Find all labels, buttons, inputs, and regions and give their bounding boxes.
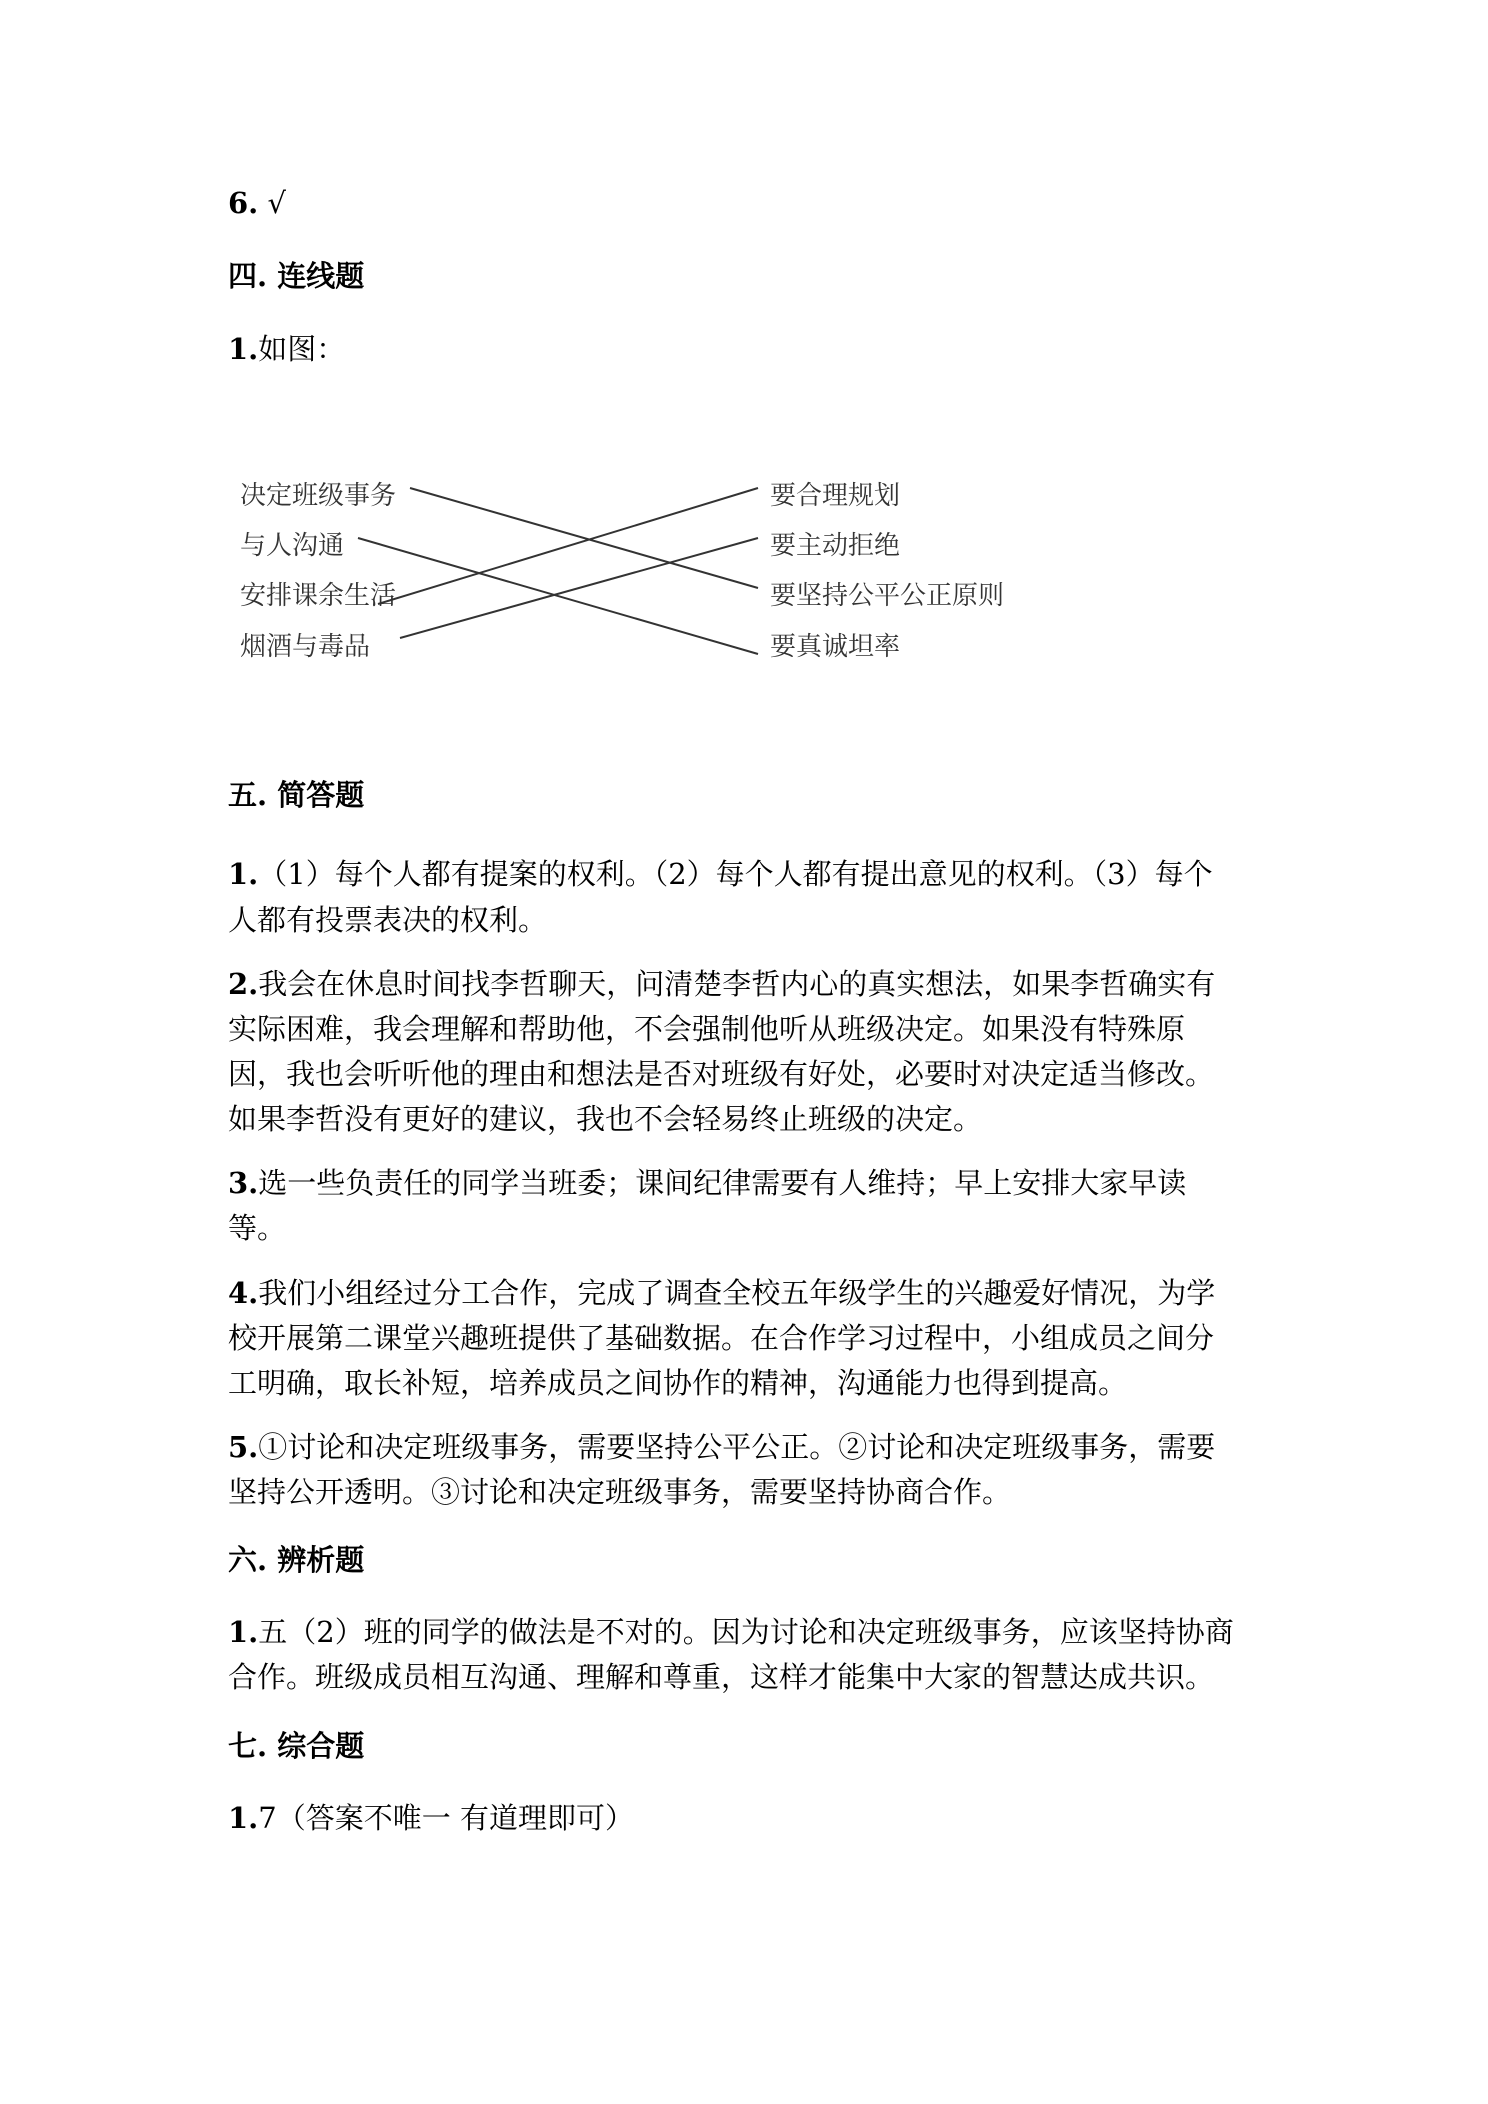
answer-6: 6. √ [228,186,286,220]
right-item-2: 要主动拒绝 [770,531,901,561]
left-item-1: 决定班级事务 [240,481,397,511]
answer-page: 6. √ 四. 连线题 1.如图： 决定班级事务 与人沟通 安排课余生活 烟酒与毒品 要合理规划 要主动拒绝 要坚持公平公正原则 要真诚坦率 五. 简答题 1.（1）每个人都有提案的权利。（2）每个人都有提出意见的权利。（3）每个 人都有投票表决的权利。 2.我会在休息时间找李哲聊天，问清楚李哲内心的真实想法，如果李哲确实有 实际困难，我会理解和帮助他，不会强制他听从班级决定。如果没有特殊原 因，我也会听听他的理由和想法是否对班级有好处，必要时对决定适当修改。 如果李哲没有更好的建议，我也不会轻易终止班级的决定。 3.选一些负责任的同学当班委；课间纪律需要有人维持；早上安排大家早读 等。 4.我们小组经过分工合作，完成了调查全校五年级学生的兴趣爱好情况，为学 校开展第二课堂兴趣班提供了基础数据。在合作学习过程中，小组成员之间分 工明确，取长补短，培养成员之间协作的精神，沟通能力也得到提高。 5.①讨论和决定班级事务，需要坚持公平公正。②讨论和决定班级事务，需要 坚持公开透明。③讨论和决定班级事务，需要坚持协商合作。 六. 辨析题 1.五（2）班的同学的做法是不对的。因为讨论和决定班级事务，应该坚持协商 合作。班级成员相互沟通、理解和尊重，这样才能集中大家的智慧达成共识。 七. 综合题 1.7（答案不唯一 有道理即可） [0,0,1488,2104]
matching-svg [228,462,1048,682]
connection-line-4 [400,538,758,638]
connection-line-3 [378,488,758,604]
right-item-4: 要真诚坦率 [770,632,901,662]
section-4-heading: 四. 连线题 [228,259,365,293]
matching-diagram [228,462,1048,682]
section-7-heading: 七. 综合题 [228,1729,365,1763]
left-item-4: 烟酒与毒品 [240,632,371,662]
left-item-3: 安排课余生活 [240,581,397,611]
right-item-3: 要坚持公平公正原则 [770,581,1005,611]
section-5-heading: 五. 简答题 [228,778,365,812]
right-item-1: 要合理规划 [770,481,901,511]
section-6-heading: 六. 辨析题 [228,1543,365,1577]
left-item-2: 与人沟通 [240,531,345,561]
question-4-1: 1.如图： [228,332,346,366]
question-7-1: 1.7（答案不唯一 有道理即可） [228,1801,634,1835]
